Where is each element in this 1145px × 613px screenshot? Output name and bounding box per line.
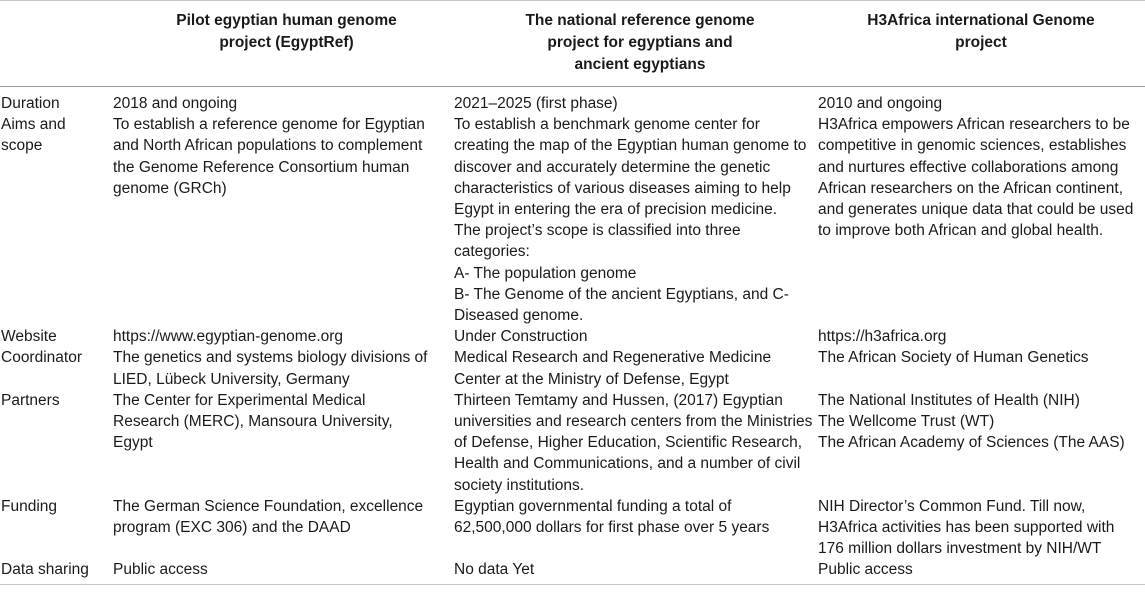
row-label: Website (1, 328, 57, 346)
cell-h3africa: https://h3africa.org (818, 328, 947, 346)
row-label: Duration (1, 95, 60, 112)
row-website (0, 326, 1145, 347)
cell-national: 2021–2025 (first phase) (454, 95, 618, 112)
national-scope-bc: B- The Genome of the ancient Egyptians, and C- Diseased genome. (454, 285, 789, 325)
cell-h3africa: NIH Director’s Common Fund. Till now, H3Africa activities has been supported with 176 million dollars investment by NIH/WT (818, 497, 1115, 558)
cell-h3africa (817, 390, 1145, 496)
row-partners (0, 390, 1145, 496)
row-aims-scope (0, 114, 1145, 326)
cell-national: Medical Research and Regenerative Medicine Center at the Ministry of Defense, Egypt (454, 349, 772, 388)
cell-egyptref: To establish a reference genome for Egyptian and North African populations to complement the Genome Reference Consortium human genome (GRCh) (113, 116, 425, 197)
row-coordinator (0, 347, 1145, 389)
national-scope-intro: The project’s scope is classified into three categories: (454, 222, 741, 261)
partner-item: The Wellcome Trust (WT) (818, 413, 995, 431)
header-blank (0, 1, 110, 87)
header-egyptref: Pilot egyptian human genome project (EgyptRef) (110, 1, 453, 87)
row-label: Funding (1, 497, 58, 515)
cell-national: Thirteen Temtamy and Hussen, (2017) Egyptian universities and research centers from the Ministries of Defense, Higher Education, Scientific Research, Health and Communications, and a number of civil society institutions. (454, 391, 813, 494)
row-label: Coordinator (1, 349, 82, 367)
row-label: Aims and scope (1, 116, 66, 155)
cell-egyptref: The genetics and systems biology divisions of LIED, Lübeck University, Germany (113, 349, 428, 388)
cell-national: Egyptian governmental funding a total of 62,500,000 dollars for first phase over 5 years (454, 497, 770, 537)
header-national: The national reference genome project for egyptians and ancient egyptians (453, 1, 817, 87)
row-label: Data sharing (0, 559, 110, 584)
cell-h3africa: The African Society of Human Genetics (818, 349, 1089, 367)
header-h3africa: H3Africa international Genome project (817, 1, 1145, 87)
header-row (0, 1, 1145, 87)
row-label: Partners (1, 391, 60, 409)
cell-egyptref: 2018 and ongoing (113, 95, 238, 112)
row-funding (0, 496, 1145, 560)
row-data-sharing (0, 559, 1145, 584)
cell-egyptref: The Center for Experimental Medical Research (MERC), Mansoura University, Egypt (113, 391, 393, 452)
cell-h3africa: H3Africa empowers African researchers to be competitive in genomic sciences, establishes and nurtures effective collaborations among African researchers on the African continent, and generates unique data that could be used to improve both African and global health. (818, 116, 1134, 240)
row-duration (0, 87, 1145, 115)
national-scope-a: A- The population genome (454, 264, 637, 282)
cell-national (453, 114, 817, 326)
cell-egyptref: The German Science Foundation, excellence program (EXC 306) and the DAAD (113, 497, 424, 537)
cell-national: Under Construction (454, 328, 588, 346)
national-aims-text: To establish a benchmark genome center for creating the map of the Egyptian human genome to discover and accurately determine the genetic characteristics of various diseases aiming to help Egypt in entering the era of precision medicine. (454, 116, 807, 219)
cell-egyptref: Public access (110, 559, 453, 584)
partner-item: The African Academy of Sciences (The AAS) (818, 434, 1125, 452)
cell-egyptref: https://www.egyptian-genome.org (113, 328, 344, 346)
partner-item: The National Institutes of Health (NIH) (818, 391, 1080, 409)
cell-h3africa: 2010 and ongoing (818, 95, 943, 112)
cell-national: No data Yet (453, 559, 817, 584)
cell-h3africa: Public access (817, 559, 1145, 584)
